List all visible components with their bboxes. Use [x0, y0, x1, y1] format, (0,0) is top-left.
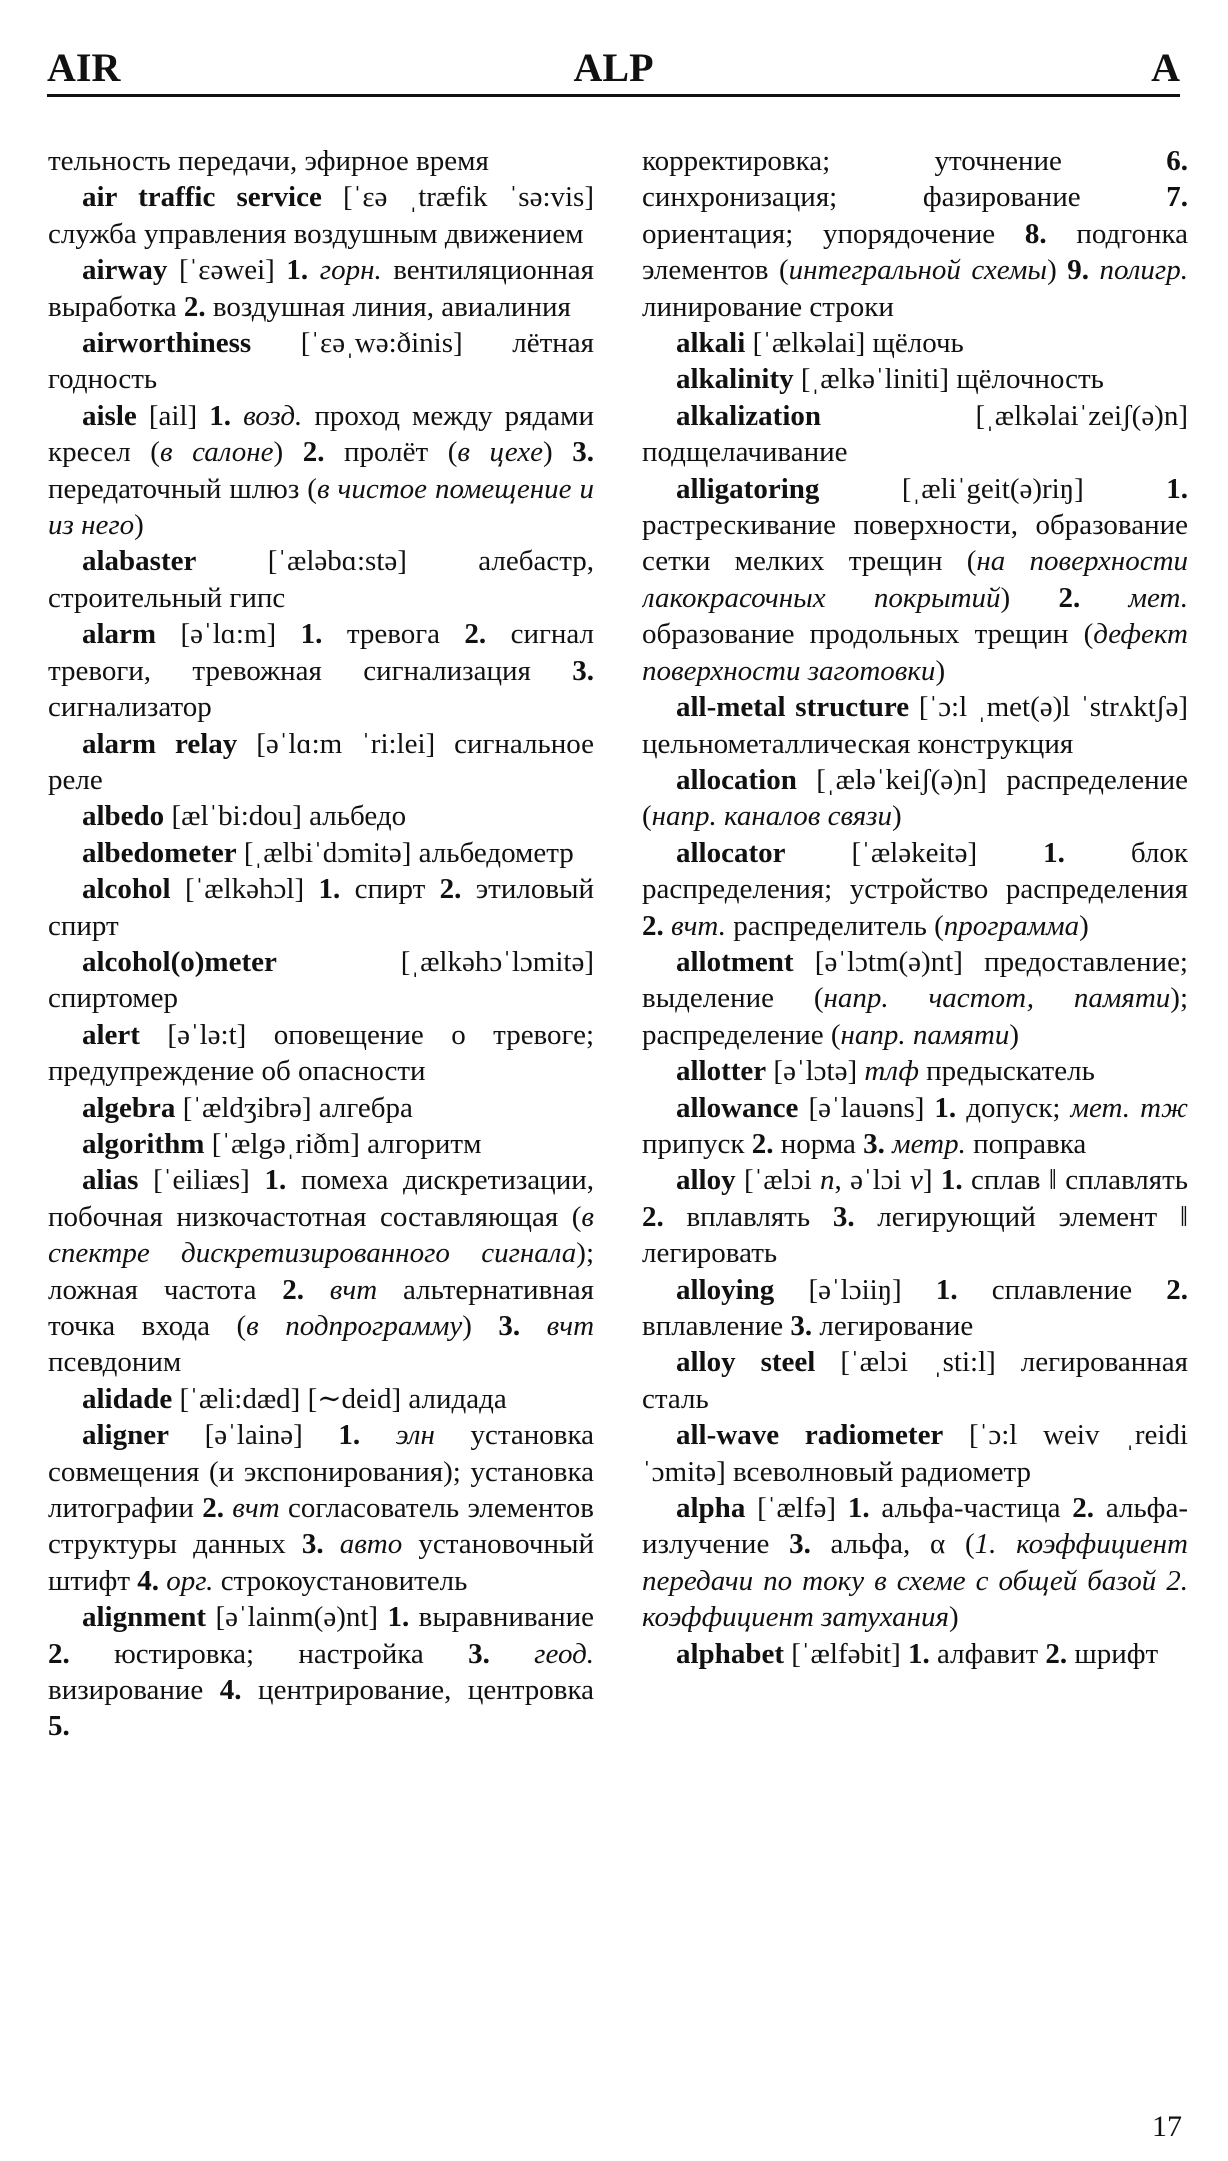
entry-text: [ˌælkəlaiˈzeiʃ(ə)n] подщелачивание [642, 399, 1188, 469]
dictionary-entry [48, 398, 594, 544]
entry-text: шрифт [1067, 1637, 1159, 1670]
usage-label: возд. [243, 399, 303, 432]
entry-text: [ˈεəwei] [167, 254, 287, 287]
entry-text [490, 1638, 534, 1670]
sense-number: 2. [1045, 1637, 1068, 1670]
headword: alligatoring [676, 472, 820, 505]
entry-text [324, 1528, 340, 1560]
sense-number: 2. [1072, 1492, 1095, 1525]
dictionary-entry [48, 1381, 594, 1417]
entry-text: [ˈælfəbit] [783, 1637, 908, 1670]
entry-text: выравнивание [409, 1601, 594, 1634]
usage-label: v [909, 1164, 923, 1197]
usage-label: напр. каналов связи [651, 800, 892, 833]
dictionary-entry [642, 1090, 1188, 1163]
sense-number: 1. [935, 1273, 958, 1306]
entry-text: корректировка; уточнение [642, 145, 1167, 177]
sense-number: 3. [572, 436, 594, 469]
entry-text [231, 400, 243, 432]
dictionary-entry [48, 252, 594, 325]
sense-number: 2. [202, 1492, 224, 1525]
headword: alcohol(o)meter [82, 945, 277, 978]
headword: albedo [82, 800, 165, 833]
headword: all-metal structure [676, 691, 910, 724]
dictionary-entry [48, 1126, 594, 1162]
sense-number: 1. [338, 1419, 361, 1452]
entry-text: [ˈælkəhɔl] [170, 873, 319, 906]
entry-text: припуск [642, 1127, 752, 1160]
dictionary-entry [48, 944, 594, 1017]
usage-label: напр. частот, памяти [823, 982, 1171, 1015]
entry-text: легирование [812, 1310, 974, 1342]
dictionary-entry [48, 798, 594, 834]
sense-number: 1. [940, 1164, 963, 1197]
sense-number: 3. [789, 1528, 811, 1561]
entry-text: норма [773, 1127, 864, 1160]
entry-text [308, 254, 320, 286]
headword: alkalization [676, 399, 822, 432]
entry-text: [ˈεəˌwə:ðinis] лётная годность [48, 327, 594, 396]
dictionary-entry [642, 398, 1188, 471]
entry-text: [əˈlainə] [169, 1419, 339, 1452]
usage-label: вчт. [671, 909, 726, 942]
sense-number: 4. [137, 1564, 159, 1597]
entry-text: установка совмещения (и экспонирования); установка литографии [48, 1419, 594, 1525]
dictionary-entry [48, 1417, 594, 1599]
entry-text: тельность передачи, эфирное время [48, 145, 489, 177]
entry-text: тревога [322, 618, 465, 651]
dictionary-entry [642, 143, 1188, 325]
entry-text: установочный штифт [48, 1528, 594, 1597]
headword: air traffic service [82, 181, 322, 214]
sense-number: 2. [1058, 581, 1081, 614]
entry-text: юстировка; настройка [69, 1637, 469, 1670]
entry-text: предыскатель [918, 1055, 1095, 1088]
usage-label: тлф [864, 1055, 919, 1088]
entry-text: сплавление [957, 1273, 1167, 1306]
usage-label: метр. [892, 1127, 966, 1160]
entry-text: этиловый спирт [48, 873, 594, 942]
headword: alcohol [82, 873, 171, 906]
entry-text: линирование строки [642, 290, 894, 323]
headword: alignment [82, 1601, 207, 1634]
entry-text [1080, 582, 1128, 614]
entry-text: помеха дискретизации, побочная низкочастотная составляющая ( [48, 1164, 594, 1233]
usage-label: интегральной схемы [788, 254, 1048, 287]
entry-text: поправка [965, 1127, 1087, 1160]
sense-number: 2. [183, 290, 206, 323]
entry-text: ); распределение ( [642, 982, 1188, 1051]
entry-text: [ˌæliˈgeit(ə)riŋ] [819, 472, 1167, 505]
dictionary-entry [48, 1599, 594, 1745]
entry-text: блок распределения; устройство распределения [642, 836, 1188, 906]
headword: alidade [82, 1382, 173, 1415]
sense-number: 1. [847, 1492, 870, 1525]
headword: alias [82, 1164, 139, 1197]
entry-text: визирование [48, 1674, 220, 1707]
entry-text: альтернативная точка входа ( [48, 1273, 594, 1342]
dictionary-entry [48, 726, 594, 799]
usage-label: в салоне [159, 436, 274, 469]
usage-label: вчт [329, 1273, 378, 1306]
entry-text: ) [462, 1310, 499, 1342]
entry-text: [ˈæli:dæd] [∼deid] алидада [172, 1382, 507, 1415]
entry-text: [ˌælkəˈliniti] щёлочность [793, 363, 1104, 396]
headword: allotter [676, 1055, 767, 1088]
entry-text: альфа-частица [869, 1492, 1073, 1525]
headword: alarm [82, 618, 157, 651]
dictionary-entry [642, 361, 1188, 397]
entry-text: [ˈεə ˌtræfik ˈsə:vis] служба управления воздушным движением [48, 181, 594, 250]
right-column [642, 143, 1188, 2093]
usage-label: в спектре дискретизированного сигнала [48, 1200, 594, 1270]
entry-text: проход между рядами кресел ( [48, 399, 594, 469]
entry-text: [əˈlauəns] [798, 1091, 935, 1124]
entry-text [304, 1274, 330, 1306]
sense-number: 5. [48, 1710, 70, 1743]
dictionary-entry [48, 1090, 594, 1126]
usage-label: n [819, 1164, 835, 1197]
entry-text [1089, 254, 1100, 286]
entry-text: ] [922, 1164, 941, 1197]
entry-text: воздушная линия, авиалиния [205, 290, 571, 323]
headword: alloying [676, 1273, 775, 1306]
dictionary-entry [48, 143, 594, 179]
entry-text: [əˈlɑ:m ˈri:lei] сигнальное реле [48, 727, 594, 796]
entry-text [360, 1419, 396, 1451]
headword: alpha [676, 1492, 746, 1525]
dictionary-entry [48, 835, 594, 871]
sense-number: 1. [286, 254, 309, 287]
entry-text: [ˈæləkeitə] [785, 836, 1044, 869]
dictionary-entry [48, 871, 594, 944]
entry-text: синхронизация; фазирование [642, 181, 1167, 214]
usage-label: в подпрограмму [246, 1310, 463, 1342]
headword: airway [82, 254, 168, 287]
usage-label: авто [339, 1528, 403, 1561]
sense-number: 1. [908, 1637, 930, 1670]
headword: algebra [82, 1091, 176, 1124]
entry-text: [ˈɔ:l ˌmet(ə)l ˈstrʌktʃə] цельнометаллическая конструкция [642, 691, 1188, 760]
headword: algorithm [82, 1127, 205, 1160]
dictionary-entry [48, 179, 594, 252]
dictionary-entry [642, 1417, 1188, 1490]
entry-text: [ˈɔ:l weiv ˌreidiˈɔmitə] всеволновый радиометр [642, 1419, 1188, 1488]
sense-number: 7. [1166, 181, 1188, 214]
entry-text: [ˈælgəˌriðm] алгоритм [204, 1127, 482, 1160]
sense-number: 2. [48, 1637, 70, 1670]
entry-text: ) [1009, 1018, 1020, 1051]
entry-text: центрирование, центровка [241, 1674, 594, 1707]
entry-text: [ˈældʒibrə] алгебра [175, 1091, 413, 1124]
entry-text: ) [1047, 254, 1068, 287]
dictionary-entry [48, 1017, 594, 1090]
sense-number: 3. [863, 1127, 885, 1160]
entry-text: ) [935, 654, 946, 687]
entry-text: псевдоним [48, 1346, 182, 1379]
dictionary-entry [642, 689, 1188, 762]
usage-label: на поверхности лакокрасочных покрытий [642, 545, 1188, 614]
headword: all-wave radiometer [676, 1419, 944, 1452]
headword: allocation [676, 763, 797, 796]
entry-text: [əˈlɑ:m] [156, 618, 301, 651]
headword: allowance [676, 1091, 799, 1124]
dictionary-entry [48, 543, 594, 616]
entry-text: [ælˈbi:dou] альбедо [164, 800, 407, 833]
entry-text [520, 1310, 547, 1342]
headword: albedometer [82, 836, 237, 869]
entry-text: [ˈælɔi [735, 1164, 820, 1197]
entry-text: вплавлять [663, 1200, 833, 1233]
entry-text: [əˈlɔtə] [766, 1055, 865, 1088]
usage-label: горн. [319, 254, 382, 287]
sense-number: 1. [387, 1601, 410, 1634]
dictionary-entry [48, 1162, 594, 1380]
entry-text: [əˈlɔtm(ə)nt] предоставление; выделение ( [642, 945, 1188, 1015]
usage-label: в цехе [457, 436, 544, 469]
sense-number: 1. [318, 873, 341, 906]
sense-number: 3. [301, 1528, 324, 1561]
dictionary-entry [642, 1053, 1188, 1089]
sense-number: 9. [1067, 254, 1089, 287]
usage-label: дефект поверхности заготовки [642, 618, 1188, 687]
entry-text: спирт [340, 873, 440, 906]
dictionary-entry [642, 1636, 1188, 1672]
headword: aligner [82, 1419, 169, 1452]
dictionary-entry [642, 1162, 1188, 1271]
headword: alkali [676, 327, 746, 360]
sense-number: 2. [1166, 1273, 1188, 1306]
sense-number: 2. [302, 436, 325, 469]
headword: alarm relay [82, 727, 238, 760]
entry-text: пролёт ( [324, 436, 458, 469]
entry-text: сигнал тревоги, тревожная сигнализация [48, 618, 594, 687]
header-last-word: ALP [573, 45, 654, 90]
headword: alloy [676, 1164, 736, 1197]
left-column [48, 143, 594, 2093]
entry-text: вентиляционная выработка [48, 254, 594, 323]
headword: airworthiness [82, 327, 252, 360]
entry-text: ) [543, 436, 573, 469]
dictionary-entry [642, 835, 1188, 944]
entry-text: согласователь элементов структуры данных [48, 1492, 594, 1561]
entry-text: ) [1079, 909, 1089, 942]
usage-label: геод. [534, 1637, 594, 1670]
dictionary-entry [642, 1344, 1188, 1417]
usage-label: вчт [546, 1310, 594, 1342]
sense-number: 4. [219, 1674, 242, 1707]
entry-text: [ˈælɔi ˌsti:l] легированная сталь [642, 1346, 1188, 1415]
sense-number: 3. [498, 1310, 521, 1342]
entry-text: [ˈeiliæs] [138, 1164, 265, 1197]
header-rule [47, 94, 1180, 97]
sense-number: 3. [832, 1200, 855, 1233]
sense-number: 3. [468, 1637, 490, 1670]
sense-number: 2. [751, 1127, 774, 1160]
headword: allocator [676, 836, 786, 869]
entry-text: сплав ‖ сплавлять [962, 1164, 1188, 1197]
entry-text: легирующий элемент ‖ легировать [642, 1200, 1188, 1270]
entry-text: [ˌæləˈkeiʃ(ə)n] распределение ( [642, 763, 1188, 833]
entry-text: ) [892, 800, 902, 833]
entry-text: , əˈlɔi [834, 1164, 910, 1197]
entry-text: ) [273, 436, 303, 469]
entry-text: альфа, α ( [810, 1528, 975, 1561]
dictionary-entry [642, 762, 1188, 835]
page-number: 17 [1152, 2110, 1182, 2143]
entry-text: сигнализатор [48, 691, 212, 724]
dictionary-entry [642, 1272, 1188, 1345]
sense-number: 1. [209, 399, 231, 432]
entry-text: [əˈlɔiiŋ] [774, 1273, 936, 1306]
sense-number: 2. [642, 1200, 664, 1233]
entry-text: [əˈlə:t] оповещение о тревоге; предупреждение об опасности [48, 1018, 594, 1088]
entry-text: ориентация; упорядочение [642, 217, 1025, 250]
usage-label: элн [395, 1419, 435, 1452]
dictionary-entry [642, 944, 1188, 1053]
header-letter: A [1151, 45, 1180, 90]
usage-label: напр. памяти [840, 1018, 1010, 1051]
dictionary-entry [642, 325, 1188, 361]
sense-number: 1. [1166, 472, 1188, 505]
headword: allotment [676, 945, 794, 978]
sense-number: 3. [790, 1310, 813, 1342]
entry-text: образование продольных трещин ( [642, 618, 1094, 651]
entry-text: [ail] [136, 399, 210, 432]
entry-text: допуск; [956, 1091, 1071, 1124]
entry-text: ) [949, 1601, 959, 1634]
entry-text: [ˈæləbɑ:stə] алебастр, строительный гипс [48, 545, 594, 614]
sense-number: 2. [439, 873, 462, 906]
headword: alloy steel [676, 1346, 816, 1379]
dictionary-entry [48, 616, 594, 725]
usage-label: программа [943, 909, 1080, 942]
sense-number: 6. [1166, 145, 1188, 177]
entry-text: подгонка элементов ( [642, 217, 1188, 287]
dictionary-entry [48, 325, 594, 398]
sense-number: 2. [464, 618, 487, 651]
usage-label: в чистое помещение и из него [48, 472, 594, 542]
sense-number: 2. [642, 909, 664, 942]
entry-text: алфавит [929, 1637, 1046, 1670]
entry-text: [əˈlainm(ə)nt] [206, 1601, 388, 1634]
usage-label: 1. коэффициент передачи по току в схеме с общей базой 2. коэффициент затухания [642, 1528, 1188, 1634]
usage-label: орг. [166, 1564, 214, 1597]
entry-text: [ˌælbiˈdɔmitə] альбедометр [236, 836, 574, 869]
headword: alabaster [82, 545, 197, 578]
entry-text: передаточный шлюз ( [48, 472, 317, 505]
entry-text: [ˈælkəlai] щёлочь [745, 327, 964, 360]
entry-text [664, 910, 671, 942]
sense-number: 8. [1024, 217, 1047, 250]
entry-text: ) [1000, 581, 1059, 614]
running-header [47, 44, 1180, 92]
entry-text: [ˌælkəhɔˈlɔmitə] спиртомер [48, 945, 594, 1015]
dictionary-entry [642, 471, 1188, 689]
sense-number: 1. [300, 618, 323, 651]
entry-text: растрескивание поверхности, образование сетки мелких трещин ( [642, 509, 1188, 578]
headword: alphabet [676, 1637, 784, 1670]
entry-text: ); ложная частота [48, 1237, 594, 1306]
entry-text: ) [134, 509, 144, 542]
entry-text: альфа-излучение [642, 1492, 1188, 1561]
header-first-word: AIR [47, 45, 121, 90]
sense-number: 1. [264, 1164, 287, 1197]
sense-number: 2. [282, 1273, 304, 1306]
sense-number: 3. [572, 654, 594, 687]
sense-number: 1. [1043, 836, 1065, 869]
entry-text: вплавление [642, 1310, 791, 1342]
headword: alert [82, 1018, 140, 1051]
entry-text: [ˈælfə] [745, 1492, 848, 1525]
usage-label: полигр. [1099, 254, 1188, 287]
dictionary-entry [642, 1490, 1188, 1636]
usage-label: мет. [1128, 581, 1188, 614]
headword: alkalinity [676, 363, 794, 396]
sense-number: 1. [934, 1091, 957, 1124]
entry-text: строкоустановитель [213, 1564, 468, 1597]
entry-text: распределитель ( [725, 909, 944, 942]
headword: aisle [82, 399, 137, 432]
usage-label: мет. тж [1070, 1091, 1188, 1124]
usage-label: вчт [232, 1492, 280, 1525]
